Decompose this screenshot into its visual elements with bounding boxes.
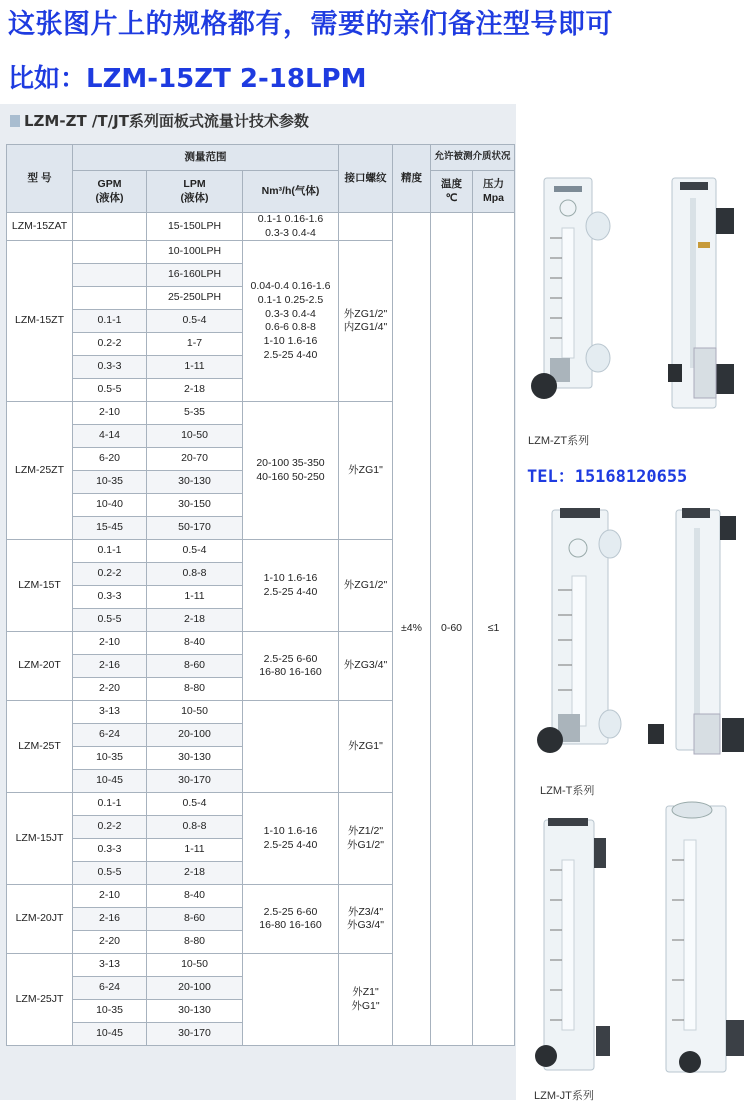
model-cell: LZM-25ZT (7, 402, 73, 540)
header-medium: 允许被测介质状况 (431, 145, 515, 171)
accuracy-cell: ±4% (393, 213, 431, 1046)
header-temp: 温度 ℃ (431, 171, 473, 213)
lpm-cell: 8-80 (147, 931, 243, 954)
nm3-cell: 0.1-1 0.16-1.6 0.3-3 0.4-4 (243, 213, 339, 241)
gpm-cell: 2-10 (73, 885, 147, 908)
lpm-cell: 30-130 (147, 1000, 243, 1023)
gpm-cell: 6-24 (73, 724, 147, 747)
gpm-cell (73, 264, 147, 287)
table-title (10, 110, 309, 131)
nm3-cell: 20-100 35-350 40-160 50-250 (243, 402, 339, 540)
gpm-cell: 2-16 (73, 655, 147, 678)
model-cell: LZM-15ZAT (7, 213, 73, 241)
gpm-cell: 0.1-1 (73, 540, 147, 563)
lpm-cell: 1-11 (147, 356, 243, 379)
lpm-cell: 5-35 (147, 402, 243, 425)
model-cell: LZM-15T (7, 540, 73, 632)
gpm-cell: 6-20 (73, 448, 147, 471)
lpm-cell: 8-40 (147, 632, 243, 655)
lpm-cell: 2-18 (147, 862, 243, 885)
lpm-cell: 8-80 (147, 678, 243, 701)
spec-table (6, 144, 515, 1046)
thread-cell: 外ZG1/2" 内ZG1/4" (339, 241, 393, 402)
model-cell: LZM-15ZT (7, 241, 73, 402)
thread-cell: 外Z1/2" 外G1/2" (339, 793, 393, 885)
thread-cell: 外Z3/4" 外G3/4" (339, 885, 393, 954)
lpm-cell: 1-11 (147, 839, 243, 862)
nm3-cell (243, 701, 339, 793)
table-title-text: LZM-ZT /T/JT系列面板式流量计技术参数 (24, 112, 309, 130)
gpm-cell (73, 287, 147, 310)
lpm-cell: 30-170 (147, 1023, 243, 1046)
model-cell: LZM-15JT (7, 793, 73, 885)
gpm-cell: 0.2-2 (73, 563, 147, 586)
lpm-cell: 30-170 (147, 770, 243, 793)
gpm-cell: 2-20 (73, 931, 147, 954)
caption-t: LZM-T系列 (540, 785, 595, 797)
gpm-cell: 10-35 (73, 1000, 147, 1023)
flowmeter-illustration (537, 508, 744, 754)
header-nm3: Nm³/h(气体) (243, 171, 339, 213)
product-photo-jt (522, 800, 747, 1080)
thread-cell: 外Z1" 外G1" (339, 954, 393, 1046)
lpm-cell: 0.8-8 (147, 816, 243, 839)
lpm-cell: 10-50 (147, 701, 243, 724)
pressure-cell: ≤1 (473, 213, 515, 1046)
gpm-cell: 10-45 (73, 1023, 147, 1046)
title-marker-icon (10, 115, 20, 127)
gpm-cell (73, 213, 147, 241)
thread-cell: 外ZG1" (339, 402, 393, 540)
header-accuracy: 精度 (393, 145, 431, 213)
lpm-cell: 2-18 (147, 609, 243, 632)
lpm-cell: 50-170 (147, 517, 243, 540)
gpm-cell: 0.5-5 (73, 609, 147, 632)
flowmeter-illustration (535, 802, 744, 1073)
gpm-cell: 0.3-3 (73, 839, 147, 862)
gpm-cell: 10-35 (73, 747, 147, 770)
header-gpm: GPM (液体) (73, 171, 147, 213)
lpm-cell: 25-250LPH (147, 287, 243, 310)
header-range: 测量范围 (73, 145, 339, 171)
contact-phone: TEL：15168120655 (527, 467, 688, 487)
gpm-cell: 0.1-1 (73, 310, 147, 333)
gpm-cell: 0.2-2 (73, 333, 147, 356)
header-model: 型 号 (7, 145, 73, 213)
lpm-cell: 20-70 (147, 448, 243, 471)
lpm-cell: 2-18 (147, 379, 243, 402)
gpm-cell: 10-45 (73, 770, 147, 793)
nm3-cell (243, 954, 339, 1046)
gpm-cell: 0.3-3 (73, 586, 147, 609)
table-row (7, 213, 515, 241)
lpm-cell: 10-50 (147, 425, 243, 448)
lpm-cell: 1-11 (147, 586, 243, 609)
product-photo-t (522, 500, 747, 770)
lpm-cell: 0.5-4 (147, 540, 243, 563)
lpm-cell: 8-40 (147, 885, 243, 908)
flowmeter-illustration (531, 178, 734, 408)
nm3-cell: 2.5-25 6-60 16-80 16-160 (243, 885, 339, 954)
gpm-cell: 2-20 (73, 678, 147, 701)
temperature-cell: 0-60 (431, 213, 473, 1046)
spec-table-body (7, 213, 515, 1046)
model-cell: LZM-25T (7, 701, 73, 793)
gpm-cell: 0.1-1 (73, 793, 147, 816)
thread-cell: 外ZG1/2" (339, 540, 393, 632)
lpm-cell: 30-130 (147, 471, 243, 494)
promo-line-2: 比如：LZM-15ZT 2-18LPM (8, 64, 367, 94)
gpm-cell: 2-10 (73, 402, 147, 425)
gpm-cell: 15-45 (73, 517, 147, 540)
lpm-cell: 0.5-4 (147, 310, 243, 333)
gpm-cell: 10-40 (73, 494, 147, 517)
lpm-cell: 20-100 (147, 977, 243, 1000)
header-lpm: LPM (液体) (147, 171, 243, 213)
lpm-cell: 0.8-8 (147, 563, 243, 586)
nm3-cell: 2.5-25 6-60 16-80 16-160 (243, 632, 339, 701)
gpm-cell: 3-13 (73, 954, 147, 977)
caption-zt: LZM-ZT系列 (528, 435, 590, 447)
header-thread: 接口螺纹 (339, 145, 393, 213)
lpm-cell: 15-150LPH (147, 213, 243, 241)
model-cell: LZM-20JT (7, 885, 73, 954)
gpm-cell: 6-24 (73, 977, 147, 1000)
promo-line-1: 这张图片上的规格都有，需要的亲们备注型号即可 (8, 9, 613, 40)
nm3-cell: 1-10 1.6-16 2.5-25 4-40 (243, 540, 339, 632)
caption-jt: LZM-JT系列 (534, 1090, 594, 1102)
lpm-cell: 8-60 (147, 908, 243, 931)
lpm-cell: 10-50 (147, 954, 243, 977)
model-cell: LZM-20T (7, 632, 73, 701)
gpm-cell: 0.3-3 (73, 356, 147, 379)
lpm-cell: 30-150 (147, 494, 243, 517)
thread-cell: 外ZG1" (339, 701, 393, 793)
lpm-cell: 20-100 (147, 724, 243, 747)
nm3-cell: 0.04-0.4 0.16-1.6 0.1-1 0.25-2.5 0.3-3 0.4-4 0.6-6 0.8-8 1-10 1.6-16 2.5-25 4-40 (243, 241, 339, 402)
gpm-cell: 10-35 (73, 471, 147, 494)
gpm-cell: 3-13 (73, 701, 147, 724)
thread-cell (339, 213, 393, 241)
lpm-cell: 16-160LPH (147, 264, 243, 287)
gpm-cell: 0.2-2 (73, 816, 147, 839)
model-cell: LZM-25JT (7, 954, 73, 1046)
lpm-cell: 1-7 (147, 333, 243, 356)
lpm-cell: 0.5-4 (147, 793, 243, 816)
gpm-cell: 2-16 (73, 908, 147, 931)
header-pressure: 压力 Mpa (473, 171, 515, 213)
thread-cell: 外ZG3/4" (339, 632, 393, 701)
gpm-cell: 0.5-5 (73, 379, 147, 402)
gpm-cell: 0.5-5 (73, 862, 147, 885)
gpm-cell: 2-10 (73, 632, 147, 655)
lpm-cell: 10-100LPH (147, 241, 243, 264)
product-photo-zt (522, 168, 747, 426)
lpm-cell: 8-60 (147, 655, 243, 678)
lpm-cell: 30-130 (147, 747, 243, 770)
gpm-cell (73, 241, 147, 264)
nm3-cell: 1-10 1.6-16 2.5-25 4-40 (243, 793, 339, 885)
gpm-cell: 4-14 (73, 425, 147, 448)
